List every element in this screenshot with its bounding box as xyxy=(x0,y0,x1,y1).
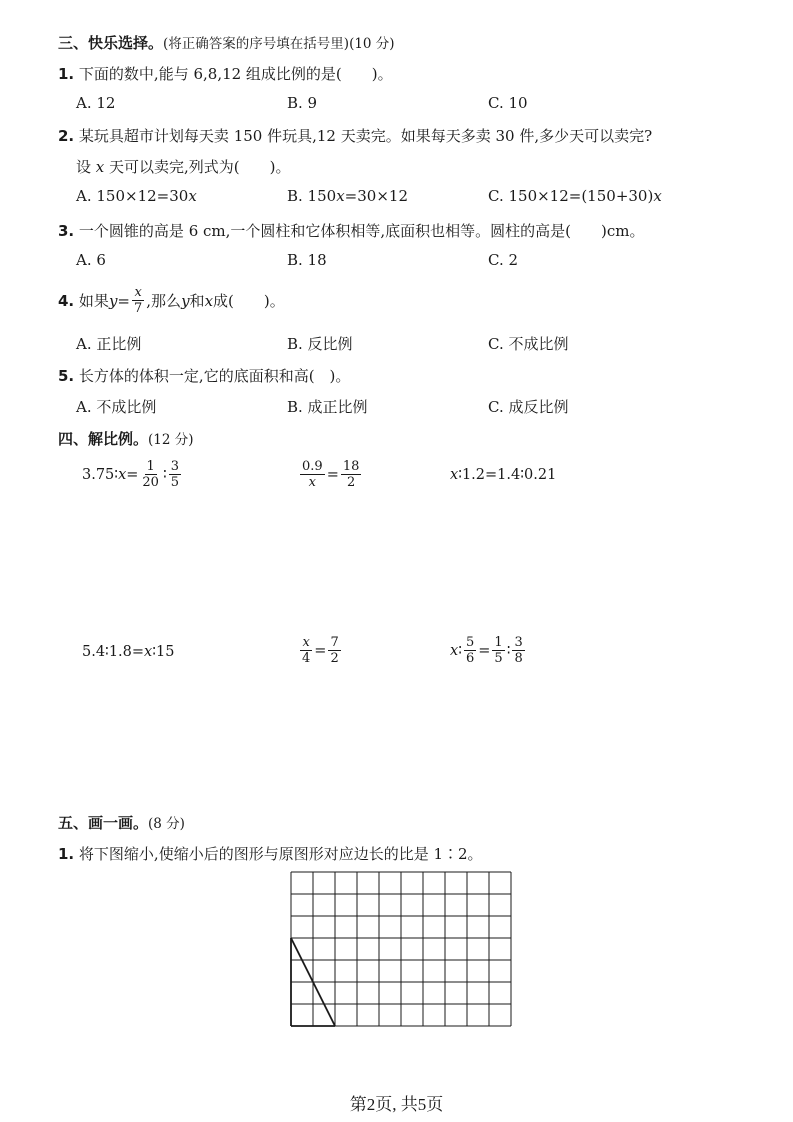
q2-option-c[interactable] xyxy=(488,187,662,205)
question-text: 和 xyxy=(189,292,205,310)
denominator: 20 xyxy=(142,475,159,490)
equals-sign: = xyxy=(478,642,491,659)
question-2-line-2 xyxy=(76,156,291,177)
section-5-title: 五、画一画。 xyxy=(58,814,149,832)
question-text: 下面的数中,能与 6,8,12 组成比例的是( )。 xyxy=(78,65,393,83)
q2-option-b[interactable] xyxy=(287,187,408,205)
proportion-1 xyxy=(82,460,183,489)
section-5-heading xyxy=(58,812,185,833)
denominator: 4 xyxy=(302,651,311,666)
section-5-points: (8 分) xyxy=(148,816,185,832)
equals-sign: = xyxy=(117,291,130,310)
variable: x xyxy=(450,642,459,659)
fraction xyxy=(464,636,476,665)
variable: x xyxy=(336,187,345,205)
proportion-3 xyxy=(450,467,556,483)
q1-option-c[interactable]: C. 10 xyxy=(488,94,528,112)
equals-sign: = xyxy=(326,466,339,483)
q4-option-b[interactable]: B. 反比例 xyxy=(287,335,353,353)
question-5 xyxy=(58,365,350,386)
fraction xyxy=(341,460,362,489)
numerator: 3 xyxy=(170,459,180,474)
q2-option-a[interactable] xyxy=(76,187,197,205)
section-3-heading xyxy=(58,32,395,53)
fraction xyxy=(300,460,325,489)
denominator: 7 xyxy=(134,301,143,316)
variable: x xyxy=(118,466,127,483)
section-5-question-1 xyxy=(58,843,483,864)
question-text: 一个圆锥的高是 6 cm,一个圆柱和它体积相等,底面积也相等。圆柱的高是( )cm。 xyxy=(78,222,645,240)
numerator: x xyxy=(302,635,310,650)
numerator: 0.9 xyxy=(302,459,323,474)
question-text: 成( )。 xyxy=(213,292,285,310)
text: 设 xyxy=(76,158,96,176)
variable: x xyxy=(188,187,197,205)
numerator: 1 xyxy=(494,635,503,650)
q5-option-b[interactable]: B. 成正比例 xyxy=(287,398,368,416)
question-number: 1. xyxy=(58,845,75,863)
proportion-6 xyxy=(450,636,527,665)
question-text: 长方体的体积一定,它的底面积和高( )。 xyxy=(78,367,351,385)
question-4 xyxy=(58,286,285,315)
option-text: A. 150×12=30 xyxy=(76,187,189,205)
numerator: x xyxy=(134,285,142,300)
text: ∶15 xyxy=(152,644,175,660)
question-number: 4. xyxy=(58,291,75,310)
denominator: 8 xyxy=(514,651,523,666)
page-number: 第2页, 共5页 xyxy=(349,1095,444,1114)
denominator: 6 xyxy=(465,651,475,666)
variable: x xyxy=(144,644,153,660)
section-4-points: (12 分) xyxy=(148,432,194,448)
question-number: 1. xyxy=(58,65,75,83)
numerator: 1 xyxy=(146,459,155,474)
fraction xyxy=(132,286,144,315)
ratio-sign: ∶ xyxy=(162,466,167,483)
denominator: 2 xyxy=(346,475,356,490)
numerator: 5 xyxy=(465,635,475,650)
option-text: =30×12 xyxy=(344,187,408,205)
numerator: 3 xyxy=(514,635,523,650)
variable: y xyxy=(108,291,118,310)
question-3 xyxy=(58,220,645,241)
text: 天可以卖完,列式为( )。 xyxy=(104,158,291,176)
ratio-sign: ∶ xyxy=(458,642,462,659)
question-number: 3. xyxy=(58,222,75,240)
fraction xyxy=(300,636,312,665)
ratio-sign: ∶ xyxy=(506,642,511,659)
text: 3.75∶ xyxy=(82,466,119,483)
denominator: 2 xyxy=(330,651,339,666)
section-3-title: 三、快乐选择。 xyxy=(58,34,164,52)
question-text: ,那么 xyxy=(146,292,182,310)
question-number: 2. xyxy=(58,127,75,145)
proportion-5 xyxy=(298,636,343,665)
question-number: 5. xyxy=(58,367,75,385)
drawing-grid[interactable] xyxy=(290,871,514,1033)
numerator: 18 xyxy=(342,459,360,474)
equals-sign: = xyxy=(314,642,327,659)
variable: x xyxy=(204,291,214,310)
variable: x xyxy=(653,187,662,205)
fraction xyxy=(492,636,504,665)
q4-option-c[interactable]: C. 不成比例 xyxy=(488,335,569,353)
equals-sign: = xyxy=(126,466,139,483)
question-2 xyxy=(58,125,652,146)
section-3-points: (10 分) xyxy=(349,36,395,52)
q4-option-a[interactable]: A. 正比例 xyxy=(76,335,142,353)
option-text: C. 150×12=(150+30) xyxy=(488,187,654,205)
q1-option-a[interactable]: A. 12 xyxy=(76,94,116,112)
q3-option-b[interactable]: B. 18 xyxy=(287,251,327,269)
variable: x xyxy=(450,467,459,483)
q1-option-b[interactable]: B. 9 xyxy=(287,94,318,112)
denominator: 5 xyxy=(170,475,180,490)
section-3-instruction: (将正确答案的序号填在括号里) xyxy=(163,36,350,52)
q3-option-a[interactable]: A. 6 xyxy=(76,251,106,269)
section-4-heading xyxy=(58,428,194,449)
fraction xyxy=(140,460,161,489)
text: 5.4∶1.8= xyxy=(82,644,145,660)
numerator: 7 xyxy=(330,635,339,650)
proportion-4 xyxy=(82,644,174,660)
section-4-title: 四、解比例。 xyxy=(58,430,149,448)
question-text: 某玩具超市计划每天卖 150 件玩具,12 天卖完。如果每天多卖 30 件,多少天可以卖完? xyxy=(78,127,653,145)
q5-option-c[interactable]: C. 成反比例 xyxy=(488,398,569,416)
denominator: x xyxy=(308,475,317,490)
variable: y xyxy=(181,291,190,310)
variable: x xyxy=(95,158,105,176)
text: ∶1.2=1.4∶0.21 xyxy=(458,467,557,483)
fraction xyxy=(512,636,524,665)
fraction xyxy=(169,460,181,489)
denominator: 5 xyxy=(494,651,503,666)
proportion-2 xyxy=(298,460,363,489)
fraction xyxy=(328,636,340,665)
q3-option-c[interactable]: C. 2 xyxy=(488,251,519,269)
q5-option-a[interactable]: A. 不成比例 xyxy=(76,398,157,416)
question-text: 将下图缩小,使缩小后的图形与原图形对应边长的比是 1∶2。 xyxy=(78,845,483,863)
question-text: 如果 xyxy=(78,292,109,310)
option-text: B. 150 xyxy=(287,187,337,205)
question-1 xyxy=(58,63,393,84)
